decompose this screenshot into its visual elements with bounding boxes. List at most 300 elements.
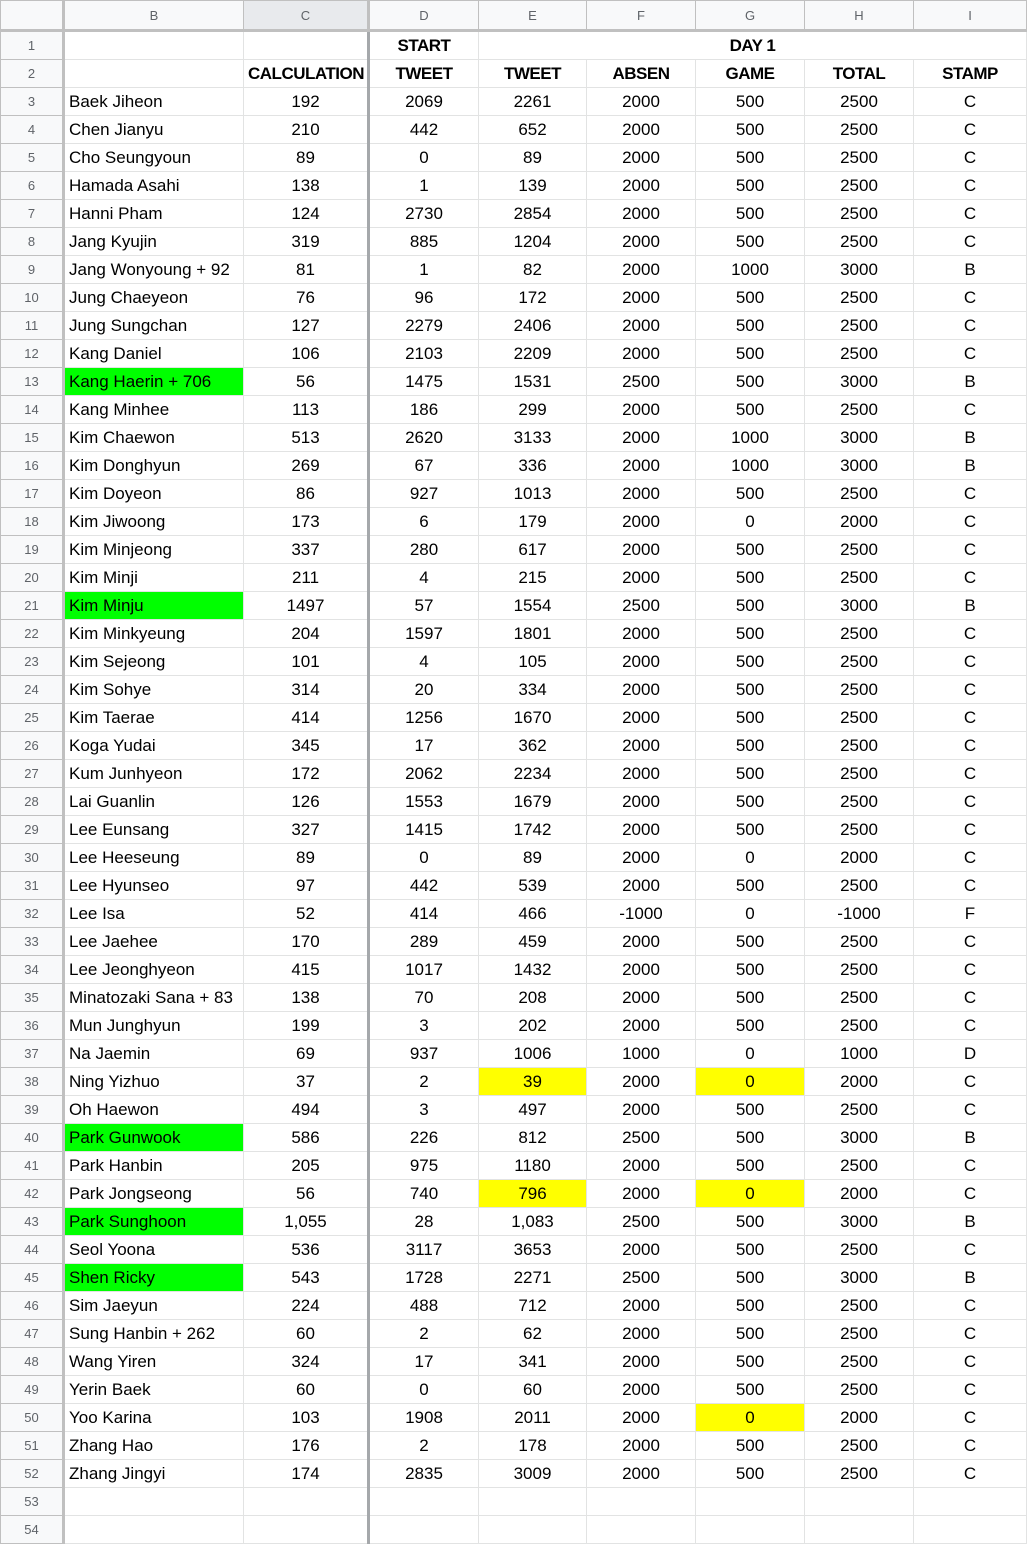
tweet-cell[interactable]: 89 bbox=[479, 144, 587, 172]
total-cell[interactable]: -1000 bbox=[805, 900, 914, 928]
game-cell[interactable]: 500 bbox=[696, 1348, 805, 1376]
row-header[interactable]: 6 bbox=[1, 172, 64, 200]
calculation-cell[interactable]: 106 bbox=[244, 340, 369, 368]
game-cell[interactable]: 0 bbox=[696, 508, 805, 536]
game-cell[interactable]: 500 bbox=[696, 396, 805, 424]
name-cell[interactable]: Lee Jaehee bbox=[64, 928, 244, 956]
tweet-cell[interactable]: 62 bbox=[479, 1320, 587, 1348]
absen-cell[interactable]: 2000 bbox=[587, 116, 696, 144]
total-cell[interactable]: 2500 bbox=[805, 284, 914, 312]
cell[interactable] bbox=[479, 1488, 587, 1516]
row-header[interactable]: 43 bbox=[1, 1208, 64, 1236]
tweet-cell[interactable]: 1554 bbox=[479, 592, 587, 620]
game-cell[interactable]: 0 bbox=[696, 1068, 805, 1096]
absen-cell[interactable]: 2000 bbox=[587, 760, 696, 788]
cell[interactable] bbox=[696, 1516, 805, 1544]
total-cell[interactable]: 3000 bbox=[805, 368, 914, 396]
stamp-cell[interactable]: C bbox=[914, 396, 1027, 424]
stamp-cell[interactable]: C bbox=[914, 956, 1027, 984]
day-1-header[interactable]: DAY 1 bbox=[479, 31, 1027, 60]
calculation-cell[interactable]: 199 bbox=[244, 1012, 369, 1040]
start-tweet-cell[interactable]: 1 bbox=[369, 172, 479, 200]
tweet-cell[interactable]: 39 bbox=[479, 1068, 587, 1096]
calculation-cell[interactable]: 345 bbox=[244, 732, 369, 760]
tweet-cell[interactable]: 1742 bbox=[479, 816, 587, 844]
game-cell[interactable]: 500 bbox=[696, 648, 805, 676]
tweet-cell[interactable]: 202 bbox=[479, 1012, 587, 1040]
stamp-cell[interactable]: C bbox=[914, 1292, 1027, 1320]
absen-cell[interactable]: 2000 bbox=[587, 1376, 696, 1404]
game-cell[interactable]: 500 bbox=[696, 1264, 805, 1292]
calculation-cell[interactable]: 205 bbox=[244, 1152, 369, 1180]
calculation-cell[interactable]: 415 bbox=[244, 956, 369, 984]
row-header[interactable]: 20 bbox=[1, 564, 64, 592]
start-tweet-cell[interactable]: 28 bbox=[369, 1208, 479, 1236]
total-cell[interactable]: 2500 bbox=[805, 396, 914, 424]
calculation-cell[interactable]: 126 bbox=[244, 788, 369, 816]
row-header[interactable]: 44 bbox=[1, 1236, 64, 1264]
stamp-cell[interactable]: C bbox=[914, 1460, 1027, 1488]
name-cell[interactable]: Cho Seungyoun bbox=[64, 144, 244, 172]
stamp-cell[interactable]: C bbox=[914, 1348, 1027, 1376]
row-header[interactable]: 42 bbox=[1, 1180, 64, 1208]
absen-cell[interactable]: 2000 bbox=[587, 928, 696, 956]
name-cell[interactable]: Yerin Baek bbox=[64, 1376, 244, 1404]
calculation-cell[interactable]: 86 bbox=[244, 480, 369, 508]
start-tweet-cell[interactable]: 2069 bbox=[369, 88, 479, 116]
absen-cell[interactable]: 2000 bbox=[587, 1292, 696, 1320]
cell[interactable] bbox=[805, 1516, 914, 1544]
name-cell[interactable]: Jung Chaeyeon bbox=[64, 284, 244, 312]
absen-cell[interactable]: 2000 bbox=[587, 1068, 696, 1096]
tweet-cell[interactable]: 2854 bbox=[479, 200, 587, 228]
total-cell[interactable]: 2000 bbox=[805, 844, 914, 872]
start-tweet-cell[interactable]: 70 bbox=[369, 984, 479, 1012]
stamp-cell[interactable]: C bbox=[914, 144, 1027, 172]
row-header[interactable]: 3 bbox=[1, 88, 64, 116]
cell[interactable] bbox=[64, 60, 244, 88]
game-cell[interactable]: 500 bbox=[696, 116, 805, 144]
total-cell[interactable]: 2500 bbox=[805, 116, 914, 144]
start-tweet-cell[interactable]: 4 bbox=[369, 564, 479, 592]
total-cell[interactable]: 2500 bbox=[805, 928, 914, 956]
row-header[interactable]: 10 bbox=[1, 284, 64, 312]
row-header[interactable]: 23 bbox=[1, 648, 64, 676]
name-cell[interactable]: Park Gunwook bbox=[64, 1124, 244, 1152]
row-header[interactable]: 22 bbox=[1, 620, 64, 648]
name-cell[interactable]: Lee Isa bbox=[64, 900, 244, 928]
stamp-cell[interactable]: C bbox=[914, 1068, 1027, 1096]
start-tweet-cell[interactable]: 975 bbox=[369, 1152, 479, 1180]
absen-cell[interactable]: 2000 bbox=[587, 424, 696, 452]
tweet-cell[interactable]: 1006 bbox=[479, 1040, 587, 1068]
game-cell[interactable]: 500 bbox=[696, 1012, 805, 1040]
game-cell[interactable]: 500 bbox=[696, 144, 805, 172]
total-cell[interactable]: 2500 bbox=[805, 1432, 914, 1460]
stamp-cell[interactable]: C bbox=[914, 536, 1027, 564]
stamp-cell[interactable]: C bbox=[914, 1432, 1027, 1460]
calculation-cell[interactable]: 173 bbox=[244, 508, 369, 536]
absen-cell[interactable]: 2000 bbox=[587, 872, 696, 900]
stamp-cell[interactable]: C bbox=[914, 760, 1027, 788]
stamp-cell[interactable]: B bbox=[914, 592, 1027, 620]
absen-cell[interactable]: 2000 bbox=[587, 816, 696, 844]
start-tweet-cell[interactable]: 2 bbox=[369, 1068, 479, 1096]
tweet-header[interactable]: TWEET bbox=[479, 60, 587, 88]
start-tweet-cell[interactable]: 2279 bbox=[369, 312, 479, 340]
row-header[interactable]: 40 bbox=[1, 1124, 64, 1152]
absen-cell[interactable]: 2000 bbox=[587, 536, 696, 564]
calculation-cell[interactable]: 127 bbox=[244, 312, 369, 340]
tweet-cell[interactable]: 796 bbox=[479, 1180, 587, 1208]
absen-cell[interactable]: 2000 bbox=[587, 1320, 696, 1348]
total-cell[interactable]: 2500 bbox=[805, 1376, 914, 1404]
absen-cell[interactable]: 2000 bbox=[587, 340, 696, 368]
calculation-cell[interactable]: 124 bbox=[244, 200, 369, 228]
absen-cell[interactable]: 2000 bbox=[587, 396, 696, 424]
row-header[interactable]: 52 bbox=[1, 1460, 64, 1488]
cell[interactable] bbox=[244, 1516, 369, 1544]
game-cell[interactable]: 0 bbox=[696, 1404, 805, 1432]
tweet-cell[interactable]: 1531 bbox=[479, 368, 587, 396]
game-cell[interactable]: 500 bbox=[696, 340, 805, 368]
cell[interactable] bbox=[369, 1488, 479, 1516]
game-cell[interactable]: 500 bbox=[696, 788, 805, 816]
tweet-cell[interactable]: 2209 bbox=[479, 340, 587, 368]
game-cell[interactable]: 500 bbox=[696, 676, 805, 704]
tweet-cell[interactable]: 652 bbox=[479, 116, 587, 144]
game-cell[interactable]: 500 bbox=[696, 1376, 805, 1404]
tweet-cell[interactable]: 105 bbox=[479, 648, 587, 676]
absen-cell[interactable]: 2000 bbox=[587, 844, 696, 872]
absen-cell[interactable]: 2000 bbox=[587, 564, 696, 592]
calculation-cell[interactable]: 89 bbox=[244, 844, 369, 872]
calculation-cell[interactable]: 536 bbox=[244, 1236, 369, 1264]
absen-cell[interactable]: 2000 bbox=[587, 984, 696, 1012]
total-cell[interactable]: 2500 bbox=[805, 144, 914, 172]
absen-cell[interactable]: 2500 bbox=[587, 1208, 696, 1236]
total-cell[interactable]: 2500 bbox=[805, 1012, 914, 1040]
calculation-cell[interactable]: 176 bbox=[244, 1432, 369, 1460]
tweet-cell[interactable]: 812 bbox=[479, 1124, 587, 1152]
cell[interactable] bbox=[479, 1516, 587, 1544]
row-header[interactable]: 26 bbox=[1, 732, 64, 760]
total-cell[interactable]: 2500 bbox=[805, 816, 914, 844]
stamp-cell[interactable]: F bbox=[914, 900, 1027, 928]
calculation-cell[interactable]: 138 bbox=[244, 984, 369, 1012]
calculation-cell[interactable]: 138 bbox=[244, 172, 369, 200]
row-header[interactable]: 27 bbox=[1, 760, 64, 788]
cell[interactable] bbox=[914, 1488, 1027, 1516]
name-cell[interactable]: Ning Yizhuo bbox=[64, 1068, 244, 1096]
calculation-cell[interactable]: 97 bbox=[244, 872, 369, 900]
game-cell[interactable]: 0 bbox=[696, 844, 805, 872]
total-cell[interactable]: 3000 bbox=[805, 1264, 914, 1292]
row-header[interactable]: 7 bbox=[1, 200, 64, 228]
name-cell[interactable]: Kim Minkyeung bbox=[64, 620, 244, 648]
calculation-cell[interactable]: 1497 bbox=[244, 592, 369, 620]
total-cell[interactable]: 2500 bbox=[805, 1292, 914, 1320]
calculation-cell[interactable]: 60 bbox=[244, 1376, 369, 1404]
start-header[interactable]: START bbox=[369, 31, 479, 60]
game-cell[interactable]: 500 bbox=[696, 620, 805, 648]
tweet-cell[interactable]: 1,083 bbox=[479, 1208, 587, 1236]
name-cell[interactable]: Kang Minhee bbox=[64, 396, 244, 424]
absen-cell[interactable]: 2000 bbox=[587, 732, 696, 760]
name-cell[interactable]: Hanni Pham bbox=[64, 200, 244, 228]
total-cell[interactable]: 2500 bbox=[805, 1460, 914, 1488]
game-cell[interactable]: 1000 bbox=[696, 452, 805, 480]
calculation-cell[interactable]: 113 bbox=[244, 396, 369, 424]
game-cell[interactable]: 500 bbox=[696, 592, 805, 620]
absen-cell[interactable]: 2000 bbox=[587, 508, 696, 536]
cell[interactable] bbox=[64, 1516, 244, 1544]
start-tweet-cell[interactable]: 289 bbox=[369, 928, 479, 956]
cell[interactable] bbox=[244, 1488, 369, 1516]
tweet-cell[interactable]: 82 bbox=[479, 256, 587, 284]
row-header[interactable]: 19 bbox=[1, 536, 64, 564]
calculation-cell[interactable]: 174 bbox=[244, 1460, 369, 1488]
name-cell[interactable]: Sung Hanbin + 262 bbox=[64, 1320, 244, 1348]
row-header[interactable]: 49 bbox=[1, 1376, 64, 1404]
start-tweet-cell[interactable]: 17 bbox=[369, 732, 479, 760]
row-header[interactable]: 2 bbox=[1, 60, 64, 88]
stamp-cell[interactable]: B bbox=[914, 256, 1027, 284]
start-tweet-cell[interactable]: 937 bbox=[369, 1040, 479, 1068]
stamp-cell[interactable]: C bbox=[914, 312, 1027, 340]
start-tweet-cell[interactable]: 1475 bbox=[369, 368, 479, 396]
tweet-cell[interactable]: 2406 bbox=[479, 312, 587, 340]
calculation-cell[interactable]: 1,055 bbox=[244, 1208, 369, 1236]
start-tweet-cell[interactable]: 885 bbox=[369, 228, 479, 256]
start-tweet-cell[interactable]: 1553 bbox=[369, 788, 479, 816]
game-cell[interactable]: 0 bbox=[696, 1040, 805, 1068]
total-cell[interactable]: 2500 bbox=[805, 956, 914, 984]
row-header[interactable]: 16 bbox=[1, 452, 64, 480]
start-tweet-cell[interactable]: 414 bbox=[369, 900, 479, 928]
tweet-cell[interactable]: 2011 bbox=[479, 1404, 587, 1432]
start-tweet-cell[interactable]: 0 bbox=[369, 144, 479, 172]
stamp-cell[interactable]: B bbox=[914, 452, 1027, 480]
total-cell[interactable]: 3000 bbox=[805, 1124, 914, 1152]
calculation-cell[interactable]: 76 bbox=[244, 284, 369, 312]
cell[interactable] bbox=[805, 1488, 914, 1516]
total-cell[interactable]: 2000 bbox=[805, 1404, 914, 1432]
game-cell[interactable]: 500 bbox=[696, 872, 805, 900]
total-cell[interactable]: 2500 bbox=[805, 704, 914, 732]
total-cell[interactable]: 3000 bbox=[805, 424, 914, 452]
game-header[interactable]: GAME bbox=[696, 60, 805, 88]
cell[interactable] bbox=[914, 1516, 1027, 1544]
start-tweet-cell[interactable]: 67 bbox=[369, 452, 479, 480]
name-cell[interactable]: Wang Yiren bbox=[64, 1348, 244, 1376]
stamp-cell[interactable]: C bbox=[914, 508, 1027, 536]
start-tweet-cell[interactable]: 2620 bbox=[369, 424, 479, 452]
stamp-cell[interactable]: B bbox=[914, 424, 1027, 452]
column-header-b[interactable]: B bbox=[64, 1, 244, 31]
cell[interactable] bbox=[369, 1516, 479, 1544]
name-cell[interactable]: Baek Jiheon bbox=[64, 88, 244, 116]
tweet-cell[interactable]: 712 bbox=[479, 1292, 587, 1320]
calculation-cell[interactable]: 494 bbox=[244, 1096, 369, 1124]
total-cell[interactable]: 2500 bbox=[805, 480, 914, 508]
name-cell[interactable]: Zhang Hao bbox=[64, 1432, 244, 1460]
start-tweet-header[interactable]: TWEET bbox=[369, 60, 479, 88]
game-cell[interactable]: 500 bbox=[696, 480, 805, 508]
game-cell[interactable]: 500 bbox=[696, 536, 805, 564]
name-cell[interactable]: Kang Daniel bbox=[64, 340, 244, 368]
stamp-cell[interactable]: C bbox=[914, 1404, 1027, 1432]
tweet-cell[interactable]: 1670 bbox=[479, 704, 587, 732]
calculation-cell[interactable]: 414 bbox=[244, 704, 369, 732]
start-tweet-cell[interactable]: 3117 bbox=[369, 1236, 479, 1264]
name-cell[interactable]: Kang Haerin + 706 bbox=[64, 368, 244, 396]
absen-cell[interactable]: 2000 bbox=[587, 144, 696, 172]
tweet-cell[interactable]: 215 bbox=[479, 564, 587, 592]
tweet-cell[interactable]: 2271 bbox=[479, 1264, 587, 1292]
calculation-cell[interactable]: 204 bbox=[244, 620, 369, 648]
total-cell[interactable]: 2500 bbox=[805, 1096, 914, 1124]
name-cell[interactable]: Kim Sejeong bbox=[64, 648, 244, 676]
stamp-cell[interactable]: C bbox=[914, 928, 1027, 956]
row-header[interactable]: 15 bbox=[1, 424, 64, 452]
game-cell[interactable]: 500 bbox=[696, 1432, 805, 1460]
absen-cell[interactable]: 2000 bbox=[587, 1236, 696, 1264]
name-cell[interactable]: Yoo Karina bbox=[64, 1404, 244, 1432]
tweet-cell[interactable]: 208 bbox=[479, 984, 587, 1012]
calculation-cell[interactable]: 337 bbox=[244, 536, 369, 564]
game-cell[interactable]: 500 bbox=[696, 704, 805, 732]
absen-cell[interactable]: 2000 bbox=[587, 1404, 696, 1432]
game-cell[interactable]: 500 bbox=[696, 1152, 805, 1180]
tweet-cell[interactable]: 1432 bbox=[479, 956, 587, 984]
absen-cell[interactable]: 2000 bbox=[587, 256, 696, 284]
name-cell[interactable]: Kim Taerae bbox=[64, 704, 244, 732]
tweet-cell[interactable]: 1180 bbox=[479, 1152, 587, 1180]
name-cell[interactable]: Lee Eunsang bbox=[64, 816, 244, 844]
total-cell[interactable]: 2500 bbox=[805, 984, 914, 1012]
calculation-cell[interactable]: 101 bbox=[244, 648, 369, 676]
game-cell[interactable]: 500 bbox=[696, 88, 805, 116]
start-tweet-cell[interactable]: 1597 bbox=[369, 620, 479, 648]
row-header[interactable]: 18 bbox=[1, 508, 64, 536]
stamp-cell[interactable]: C bbox=[914, 172, 1027, 200]
start-tweet-cell[interactable]: 2062 bbox=[369, 760, 479, 788]
cell[interactable] bbox=[244, 31, 369, 60]
calculation-cell[interactable]: 327 bbox=[244, 816, 369, 844]
name-cell[interactable]: Kim Minju bbox=[64, 592, 244, 620]
calculation-cell[interactable]: 103 bbox=[244, 1404, 369, 1432]
row-header[interactable]: 38 bbox=[1, 1068, 64, 1096]
total-cell[interactable]: 2500 bbox=[805, 340, 914, 368]
row-header[interactable]: 21 bbox=[1, 592, 64, 620]
name-cell[interactable]: Jang Kyujin bbox=[64, 228, 244, 256]
name-cell[interactable]: Kim Chaewon bbox=[64, 424, 244, 452]
total-cell[interactable]: 2500 bbox=[805, 872, 914, 900]
row-header[interactable]: 28 bbox=[1, 788, 64, 816]
game-cell[interactable]: 500 bbox=[696, 564, 805, 592]
row-header[interactable]: 24 bbox=[1, 676, 64, 704]
absen-header[interactable]: ABSEN bbox=[587, 60, 696, 88]
absen-cell[interactable]: 2500 bbox=[587, 1124, 696, 1152]
stamp-cell[interactable]: C bbox=[914, 1376, 1027, 1404]
name-cell[interactable]: Chen Jianyu bbox=[64, 116, 244, 144]
row-header[interactable]: 34 bbox=[1, 956, 64, 984]
name-cell[interactable]: Kim Minjeong bbox=[64, 536, 244, 564]
cell[interactable] bbox=[64, 31, 244, 60]
stamp-cell[interactable]: C bbox=[914, 200, 1027, 228]
calculation-cell[interactable]: 210 bbox=[244, 116, 369, 144]
absen-cell[interactable]: 2000 bbox=[587, 200, 696, 228]
column-header-f[interactable]: F bbox=[587, 1, 696, 31]
column-header-g[interactable]: G bbox=[696, 1, 805, 31]
absen-cell[interactable]: 1000 bbox=[587, 1040, 696, 1068]
absen-cell[interactable]: 2000 bbox=[587, 648, 696, 676]
calculation-cell[interactable]: 543 bbox=[244, 1264, 369, 1292]
start-tweet-cell[interactable]: 442 bbox=[369, 116, 479, 144]
calculation-cell[interactable]: 60 bbox=[244, 1320, 369, 1348]
row-header[interactable]: 50 bbox=[1, 1404, 64, 1432]
calculation-cell[interactable]: 89 bbox=[244, 144, 369, 172]
select-all-corner[interactable] bbox=[1, 1, 64, 31]
total-cell[interactable]: 2500 bbox=[805, 760, 914, 788]
row-header[interactable]: 30 bbox=[1, 844, 64, 872]
calculation-cell[interactable]: 269 bbox=[244, 452, 369, 480]
game-cell[interactable]: 0 bbox=[696, 1180, 805, 1208]
calculation-cell[interactable]: 211 bbox=[244, 564, 369, 592]
row-header[interactable]: 36 bbox=[1, 1012, 64, 1040]
calculation-cell[interactable]: 172 bbox=[244, 760, 369, 788]
column-header-d[interactable]: D bbox=[369, 1, 479, 31]
stamp-cell[interactable]: C bbox=[914, 480, 1027, 508]
start-tweet-cell[interactable]: 2835 bbox=[369, 1460, 479, 1488]
name-cell[interactable]: Hamada Asahi bbox=[64, 172, 244, 200]
total-cell[interactable]: 3000 bbox=[805, 256, 914, 284]
total-cell[interactable]: 2500 bbox=[805, 676, 914, 704]
start-tweet-cell[interactable]: 488 bbox=[369, 1292, 479, 1320]
name-cell[interactable]: Seol Yoona bbox=[64, 1236, 244, 1264]
name-cell[interactable]: Park Jongseong bbox=[64, 1180, 244, 1208]
row-header[interactable]: 11 bbox=[1, 312, 64, 340]
start-tweet-cell[interactable]: 442 bbox=[369, 872, 479, 900]
row-header[interactable]: 4 bbox=[1, 116, 64, 144]
start-tweet-cell[interactable]: 2 bbox=[369, 1320, 479, 1348]
stamp-cell[interactable]: B bbox=[914, 1208, 1027, 1236]
start-tweet-cell[interactable]: 1017 bbox=[369, 956, 479, 984]
stamp-cell[interactable]: C bbox=[914, 228, 1027, 256]
row-header[interactable]: 48 bbox=[1, 1348, 64, 1376]
name-cell[interactable]: Kim Minji bbox=[64, 564, 244, 592]
stamp-cell[interactable]: C bbox=[914, 1152, 1027, 1180]
column-header-e[interactable]: E bbox=[479, 1, 587, 31]
total-cell[interactable]: 2500 bbox=[805, 788, 914, 816]
stamp-cell[interactable]: C bbox=[914, 732, 1027, 760]
total-cell[interactable]: 2500 bbox=[805, 536, 914, 564]
calculation-cell[interactable]: 56 bbox=[244, 368, 369, 396]
name-cell[interactable]: Jang Wonyoung + 92 bbox=[64, 256, 244, 284]
game-cell[interactable]: 500 bbox=[696, 732, 805, 760]
name-cell[interactable]: Park Hanbin bbox=[64, 1152, 244, 1180]
game-cell[interactable]: 500 bbox=[696, 984, 805, 1012]
column-header-i[interactable]: I bbox=[914, 1, 1027, 31]
total-cell[interactable]: 3000 bbox=[805, 592, 914, 620]
row-header[interactable]: 8 bbox=[1, 228, 64, 256]
absen-cell[interactable]: 2000 bbox=[587, 704, 696, 732]
row-header[interactable]: 9 bbox=[1, 256, 64, 284]
game-cell[interactable]: 500 bbox=[696, 1460, 805, 1488]
start-tweet-cell[interactable]: 1908 bbox=[369, 1404, 479, 1432]
total-cell[interactable]: 2500 bbox=[805, 620, 914, 648]
